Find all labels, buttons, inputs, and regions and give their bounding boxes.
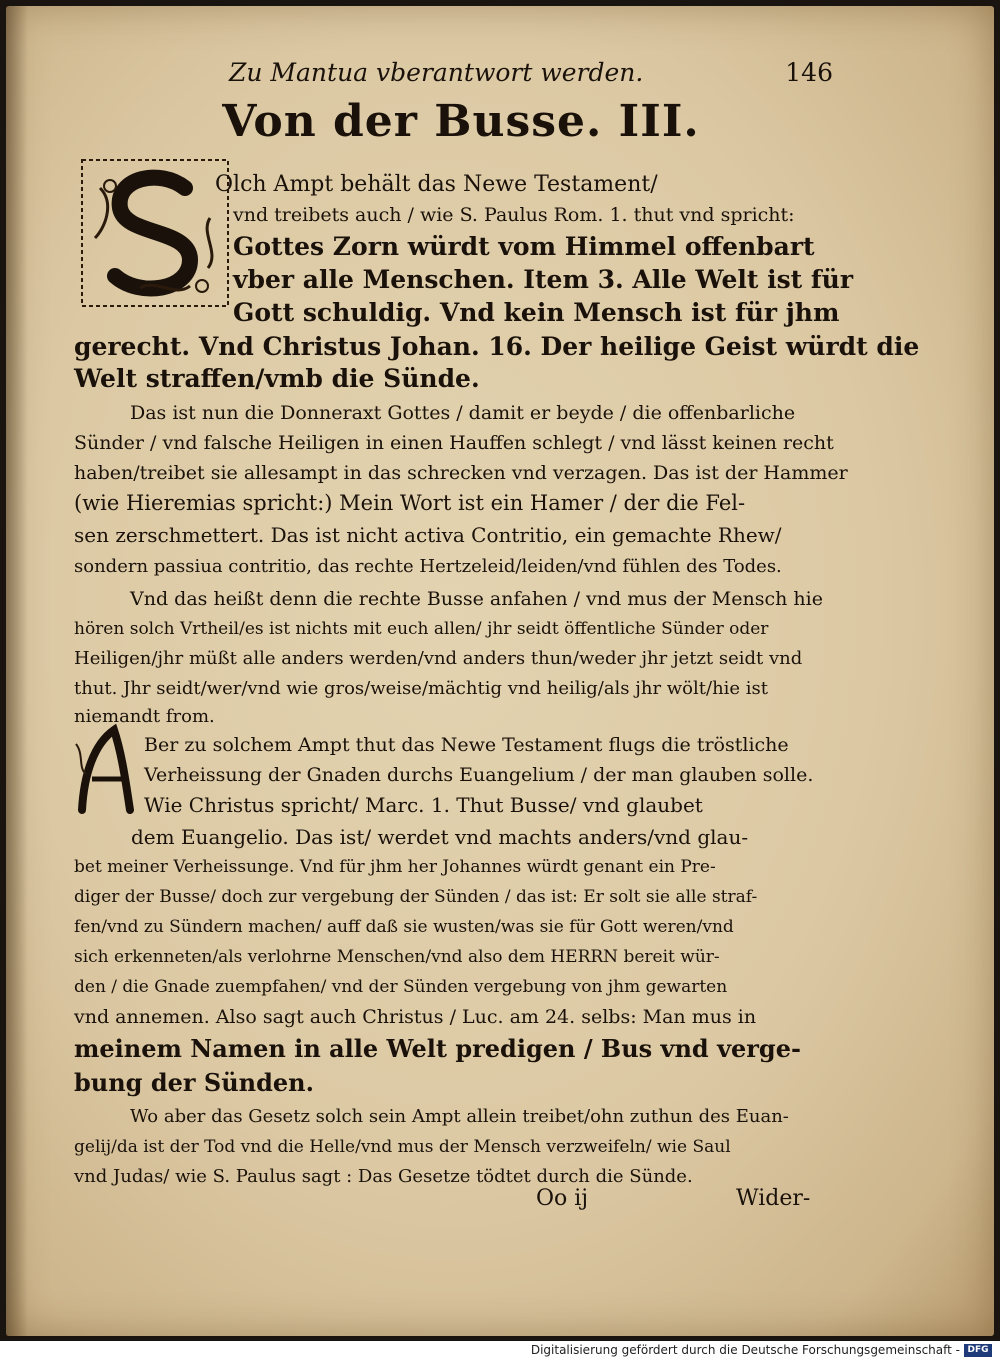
- running-head: Zu Mantua vberantwort werden.: [229, 58, 644, 87]
- ornamental-initial-s: [80, 158, 230, 308]
- catchword: Wider-: [736, 1186, 811, 1211]
- text-line: hören solch Vrtheil/es ist nichts mit euch allen/ jhr seidt öffentliche Sünder oder: [74, 619, 769, 639]
- text-line: den / die Gnade zuempfahen/ vnd der Sünden vergebung von jhm gewarten: [74, 977, 728, 997]
- text-line: Gott schuldig. Vnd kein Mensch ist für jhm: [233, 298, 840, 327]
- text-line: sondern passiua contritio, das rechte Hertzeleid/leiden/vnd fühlen des Todes.: [74, 556, 782, 577]
- dfg-logo: DFG: [964, 1344, 992, 1357]
- page-number: 146: [785, 58, 833, 87]
- text-line: Ber zu solchem Ampt thut das Newe Testament flugs die tröstliche: [144, 734, 789, 756]
- text-line: (wie Hieremias spricht:) Mein Wort ist ein Hamer / der die Fel-: [74, 491, 746, 515]
- text-line: fen/vnd zu Sündern machen/ auff daß sie wusten/was sie für Gott weren/vnd: [74, 917, 734, 937]
- ornamental-initial-a: [74, 724, 138, 816]
- text-line: sen zerschmettert. Das ist nicht activa Contritio, ein gemachte Rhew/: [74, 523, 782, 547]
- text-line: diger der Busse/ doch zur vergebung der Sünden / das ist: Er solt sie alle straf-: [74, 887, 758, 907]
- book-page: [6, 6, 994, 1336]
- text-line: bung der Sünden.: [74, 1068, 314, 1097]
- text-line: haben/treibet sie allesampt in das schrecken vnd verzagen. Das ist der Hammer: [74, 462, 848, 484]
- text-line: bet meiner Verheissunge. Vnd für jhm her Johannes würdt genant ein Pre-: [74, 857, 716, 877]
- text-line: Olch Ampt behält das Newe Testament/: [215, 172, 658, 197]
- text-line: vnd Judas/ wie S. Paulus sagt : Das Gesetze tödtet durch die Sünde.: [74, 1166, 693, 1187]
- text-line: vnd treibets auch / wie S. Paulus Rom. 1. thut vnd spricht:: [233, 204, 795, 226]
- text-line: Sünder / vnd falsche Heiligen in einen Hauffen schlegt / vnd lässt keinen recht: [74, 432, 834, 454]
- text-line: Verheissung der Gnaden durchs Euangelium / der man glauben solle.: [144, 764, 814, 786]
- text-line: dem Euangelio. Das ist/ werdet vnd machts anders/vnd glau-: [131, 825, 749, 849]
- text-line: meinem Namen in alle Welt predigen / Bus vnd verge-: [74, 1034, 801, 1063]
- text-line: vnd annemen. Also sagt auch Christus / Luc. am 24. selbs: Man mus in: [74, 1006, 757, 1028]
- text-line: niemandt from.: [74, 706, 215, 727]
- text-line: sich erkenneten/als verlohrne Menschen/vnd also dem HERRN bereit wür-: [74, 947, 720, 967]
- footer-bar: [0, 1341, 1000, 1361]
- text-line: gelij/da ist der Tod vnd die Helle/vnd mus der Mensch verzweifeln/ wie Saul: [74, 1137, 731, 1157]
- text-line: Wo aber das Gesetz solch sein Ampt allein treibet/ohn zuthun des Euan-: [130, 1106, 789, 1127]
- text-line: Vnd das heißt denn die rechte Busse anfahen / vnd mus der Mensch hie: [130, 588, 823, 610]
- text-line: Heiligen/jhr müßt alle anders werden/vnd anders thun/weder jhr jetzt seidt vnd: [74, 648, 803, 669]
- funding-credit: Digitalisierung gefördert durch die Deutsche Forschungsgemeinschaft -: [530, 1343, 960, 1357]
- text-line: Wie Christus spricht/ Marc. 1. Thut Busse/ vnd glaubet: [144, 793, 703, 817]
- text-line: Gottes Zorn würdt vom Himmel offenbart: [233, 232, 815, 261]
- signature-mark: Oo ij: [536, 1186, 589, 1211]
- page-header: [221, 56, 841, 92]
- section-heading: Von der Busse. III.: [222, 96, 700, 147]
- text-line: thut. Jhr seidt/wer/vnd wie gros/weise/mächtig vnd heilig/als jhr wölt/hie ist: [74, 678, 769, 699]
- text-line: Das ist nun die Donneraxt Gottes / damit er beyde / die offenbarliche: [130, 402, 796, 424]
- text-line: Welt straffen/vmb die Sünde.: [74, 364, 480, 393]
- text-line: vber alle Menschen. Item 3. Alle Welt ist für: [233, 265, 854, 294]
- text-line: gerecht. Vnd Christus Johan. 16. Der heilige Geist würdt die: [74, 332, 920, 361]
